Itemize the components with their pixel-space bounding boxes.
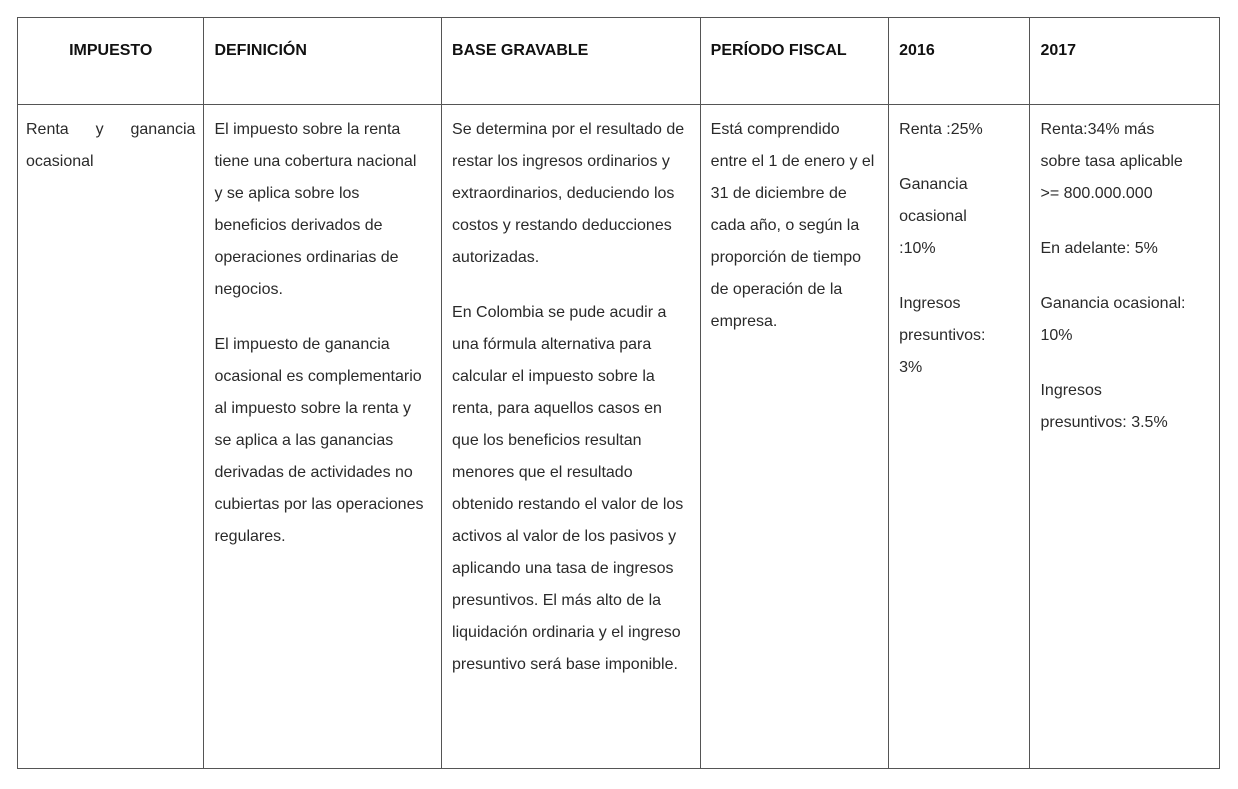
header-row xyxy=(18,18,1220,105)
cell-definicion xyxy=(204,105,442,769)
2016-ingresos-line1: Ingresos xyxy=(899,295,961,312)
2016-ganancia-line1: Ganancia xyxy=(899,176,968,193)
cell-base-gravable xyxy=(442,105,701,769)
2017-ganancia-line1: Ganancia ocasional: xyxy=(1040,295,1186,312)
cell-impuesto xyxy=(18,105,204,769)
definicion-p1: El impuesto sobre la renta tiene una cobertura nacional y se aplica sobre los beneficios derivados de operaciones ordinarias de negocios. xyxy=(214,121,417,298)
header-2016: 2016 xyxy=(889,18,1030,105)
2016-renta: Renta :25% xyxy=(899,121,983,138)
periodo-fiscal-p1: Está comprendido entre el 1 de enero y el 31 de diciembre de cada año, o según la proporción de tiempo de operación de la empresa. xyxy=(710,121,875,330)
2017-renta-line1: Renta:34% más xyxy=(1040,121,1155,138)
tax-table xyxy=(17,17,1220,769)
impuesto-line1: Renta y ganancia xyxy=(26,121,196,138)
cell-periodo-fiscal xyxy=(700,105,888,769)
cell-2017 xyxy=(1030,105,1220,769)
table-row xyxy=(18,105,1220,769)
2017-ingresos-line2: presuntivos: 3.5% xyxy=(1040,414,1168,431)
definicion-p2: El impuesto de ganancia ocasional es complementario al impuesto sobre la renta y se aplica a las ganancias derivadas de actividades no cubiertas por las operaciones regulares. xyxy=(214,336,424,545)
header-2017: 2017 xyxy=(1030,18,1220,105)
header-base-gravable: BASE GRAVABLE xyxy=(442,18,701,105)
base-gravable-p1: Se determina por el resultado de restar los ingresos ordinarios y extraordinarios, deduciendo los costos y restando deducciones autorizadas. xyxy=(452,121,685,266)
2017-ingresos-line1: Ingresos xyxy=(1040,382,1102,399)
2016-ganancia-line3: :10% xyxy=(899,240,936,257)
header-periodo-fiscal: PERÍODO FISCAL xyxy=(700,18,888,105)
2017-renta-line3: >= 800.000.000 xyxy=(1040,185,1153,202)
2016-ganancia-line2: ocasional xyxy=(899,208,967,225)
2016-ingresos-line2: presuntivos: xyxy=(899,327,986,344)
2017-adelante: En adelante: 5% xyxy=(1040,240,1158,257)
base-gravable-p2: En Colombia se pude acudir a una fórmula alternativa para calcular el impuesto sobre la renta, para aquellos casos en que los beneficios resultan menores que el resultado obtenido restando el valor de los activos al valor de los pasivos y aplicando una tasa de ingresos presuntivos. El más alto de la liquidación ordinaria y el ingreso presuntivo será base imponible. xyxy=(452,304,684,673)
impuesto-line2: ocasional xyxy=(26,153,94,170)
header-definicion: DEFINICIÓN xyxy=(204,18,442,105)
2017-ganancia-line2: 10% xyxy=(1040,327,1073,344)
header-impuesto: IMPUESTO xyxy=(18,18,204,105)
2017-renta-line2: sobre tasa aplicable xyxy=(1040,153,1183,170)
cell-2016 xyxy=(889,105,1030,769)
2016-ingresos-line3: 3% xyxy=(899,359,923,376)
